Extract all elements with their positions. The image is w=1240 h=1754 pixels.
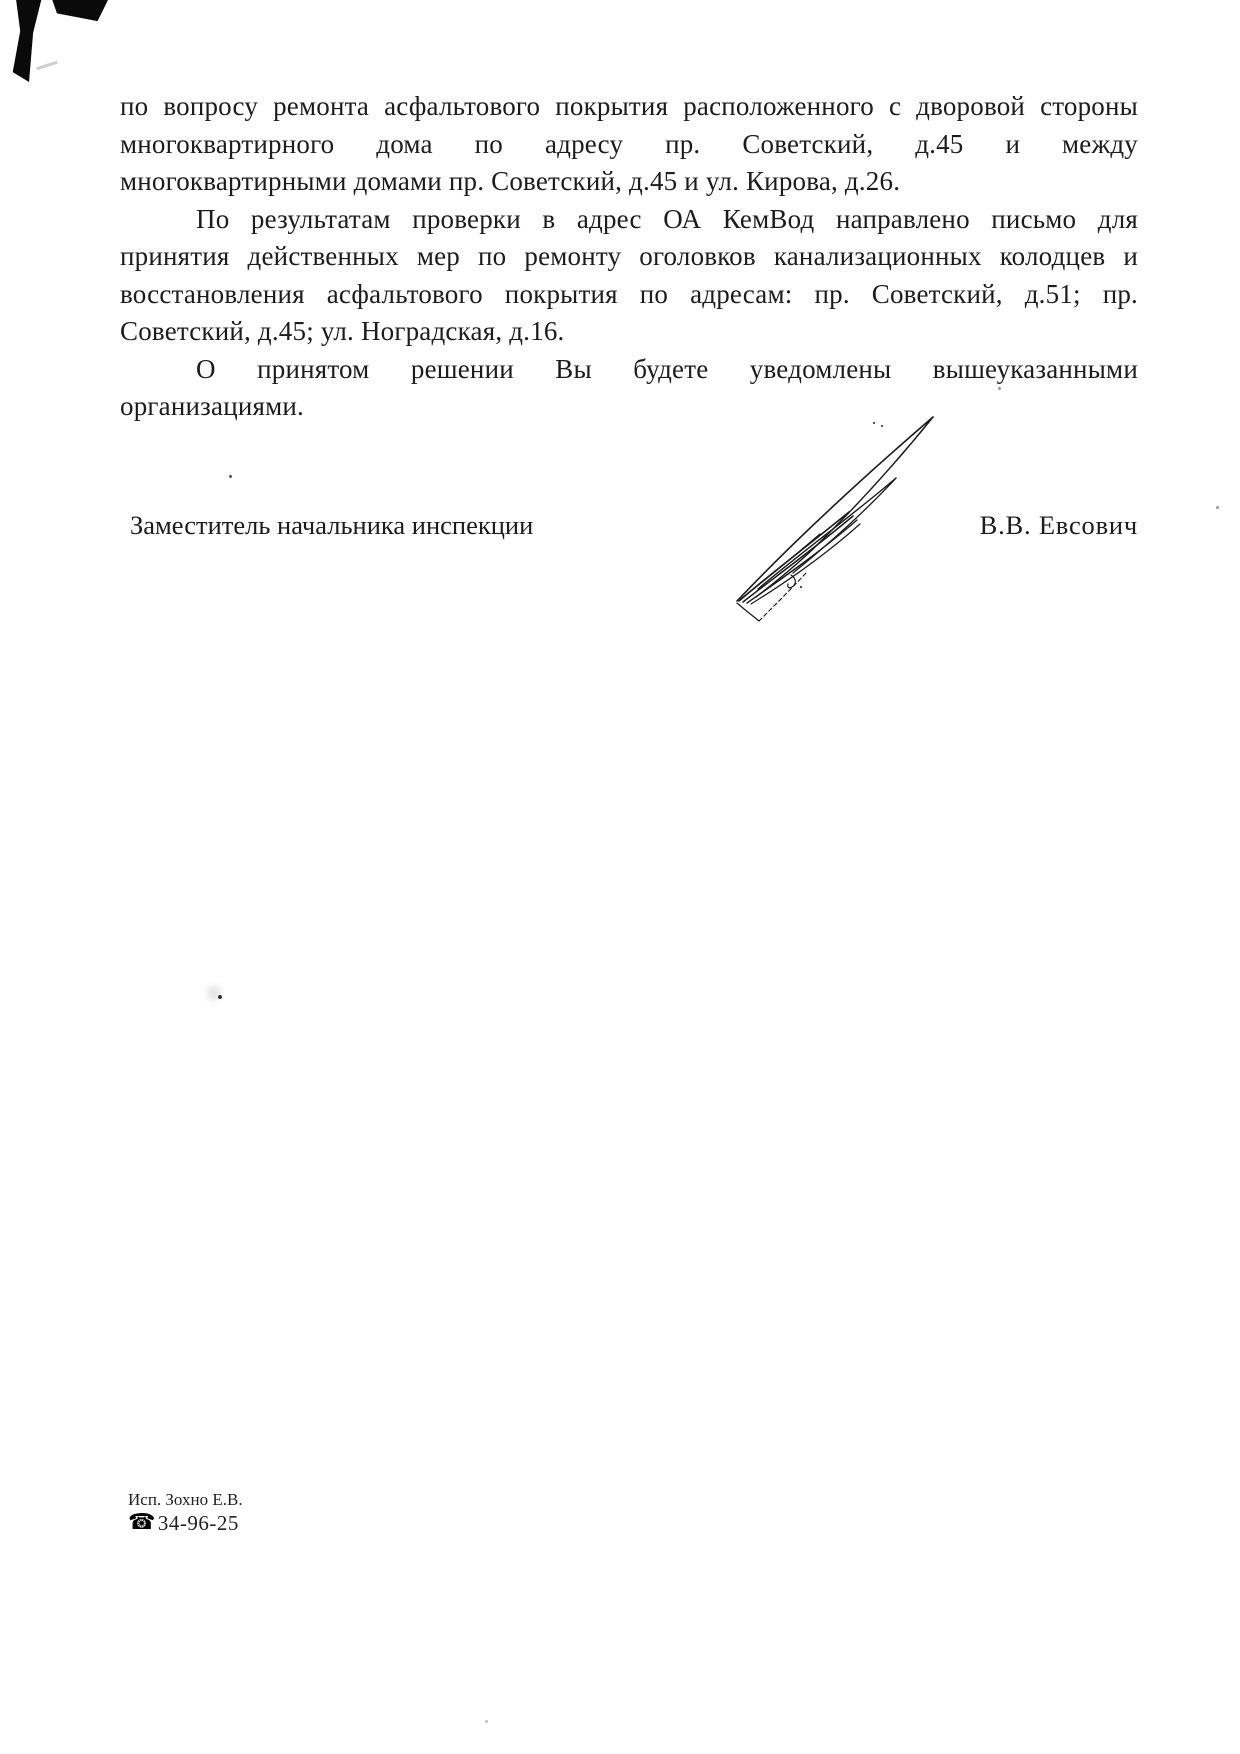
body-line: Советский, д.45; ул. Ноградская, д.16. <box>120 316 565 346</box>
signer-name: В.В. Евсович <box>979 510 1138 540</box>
handwritten-signature <box>630 395 960 645</box>
executor-line: Исп. Зохно Е.В. <box>128 1490 243 1509</box>
scan-artifact-corner <box>50 0 108 23</box>
body-line: по вопросу ремонта асфальтового покрытия расположенного с дворовой стороны <box>120 91 1138 121</box>
footer-block <box>128 1490 243 1535</box>
scan-speck <box>229 475 232 478</box>
telephone-icon: ☎ <box>128 1510 156 1535</box>
body-line: По результатам проверки в адрес ОА КемВод направлено письмо для <box>196 203 1138 234</box>
body-line: многоквартирного дома по адресу пр. Советский, д.45 и между <box>120 128 1138 159</box>
paragraph-3 <box>120 351 1138 426</box>
paragraph-1 <box>120 88 1138 201</box>
paragraph-2 <box>120 201 1138 351</box>
body-line: организациями. <box>120 391 305 421</box>
signer-position-title: Заместитель начальника инспекции <box>130 510 534 540</box>
scan-speck <box>1216 506 1219 509</box>
letter-body <box>120 88 1138 426</box>
body-line: О принятом решении Вы будете уведомлены вышеуказанными <box>196 353 1138 384</box>
body-line: восстановления асфальтового покрытия по адресам: пр. Советский, д.51; пр. <box>120 278 1138 309</box>
phone-line <box>128 1511 243 1535</box>
phone-number: 34-96-25 <box>157 1511 239 1535</box>
scan-speck <box>485 1720 488 1723</box>
body-line: многоквартирными домами пр. Советский, д.45 и ул. Кирова, д.26. <box>120 166 901 196</box>
body-line: принятия действенных мер по ремонту оголовков канализационных колодцев и <box>120 241 1138 271</box>
scan-smudge <box>36 61 58 71</box>
scan-speck <box>218 995 222 999</box>
